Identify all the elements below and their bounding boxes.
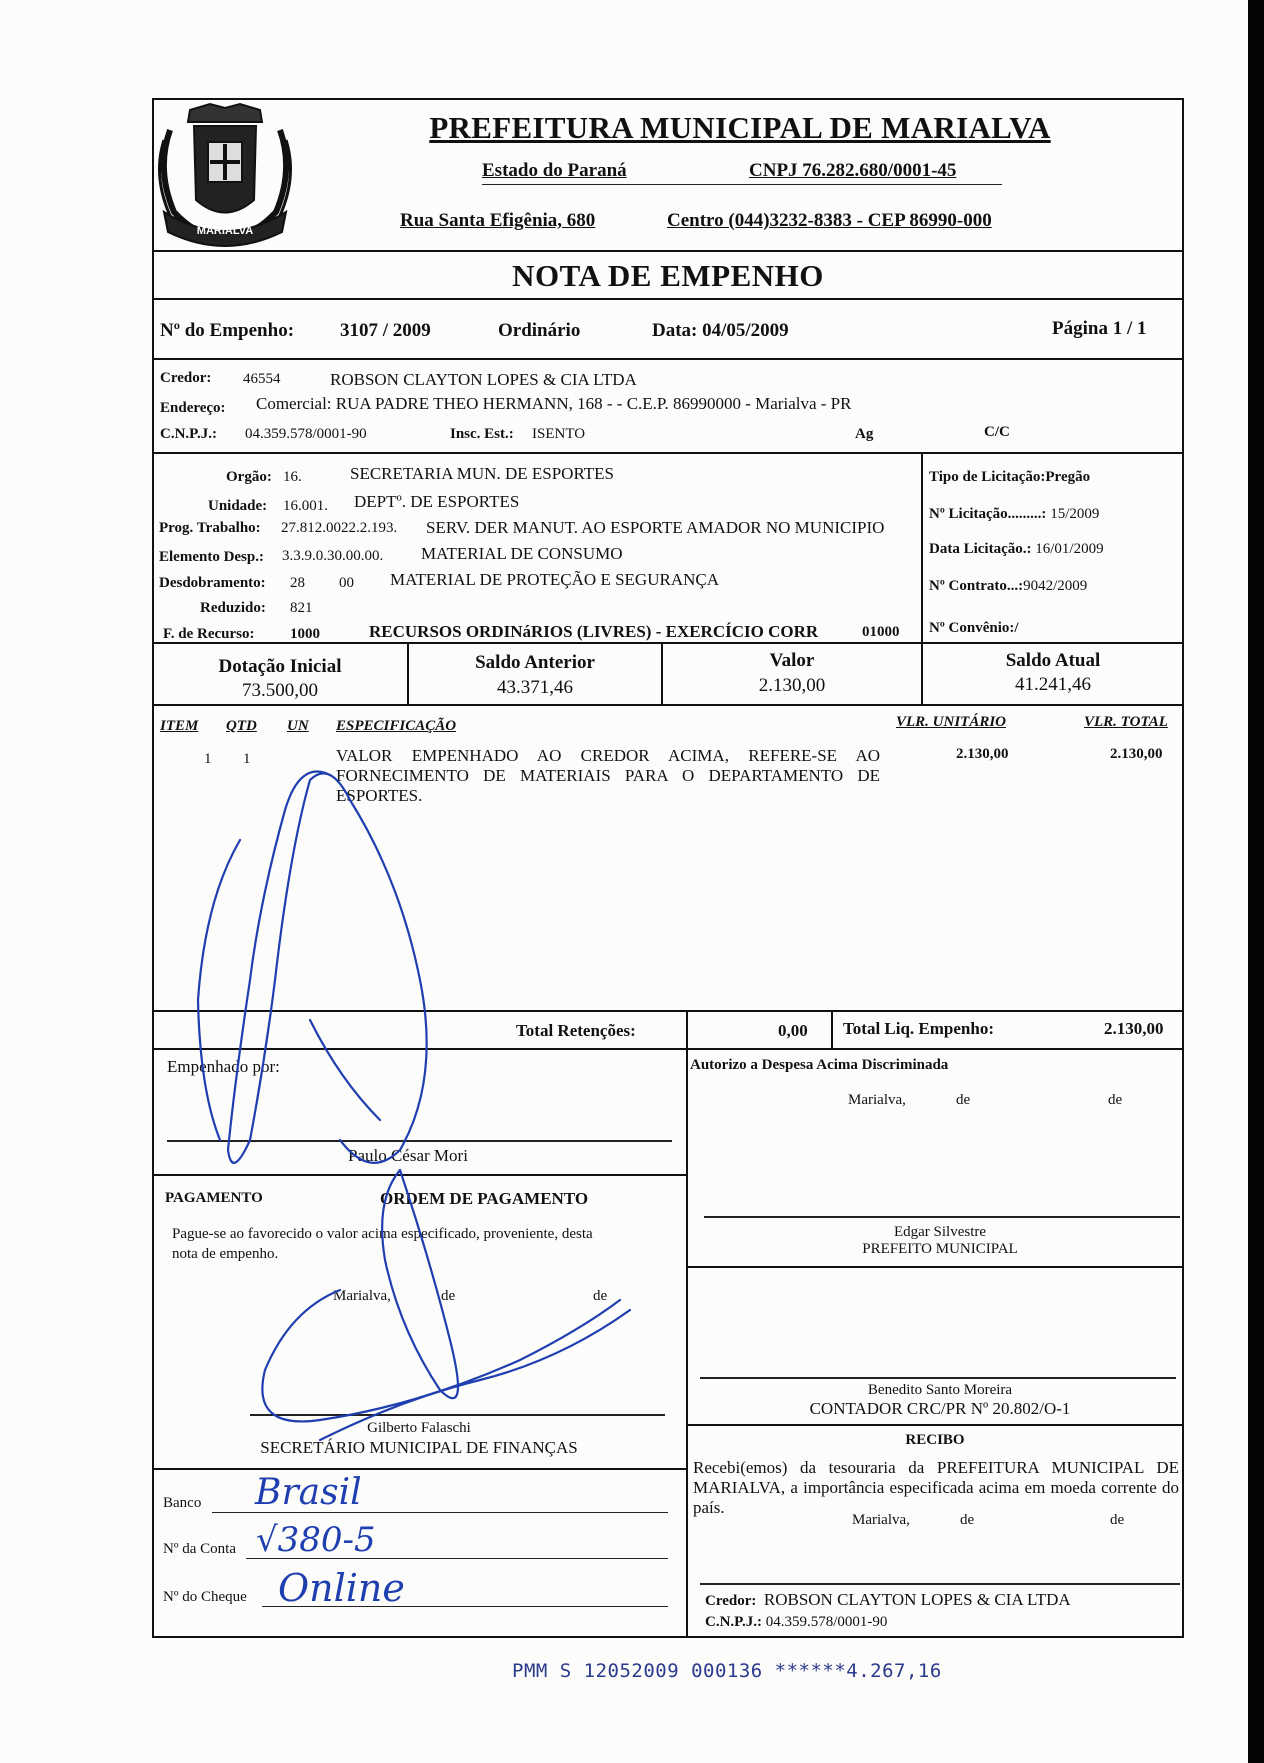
item-espec-line1: VALOR EMPENHADO AO CREDOR ACIMA, REFERE-SE AO <box>336 746 880 765</box>
empenhado-label: Empenhado por: <box>167 1057 280 1076</box>
credor-cnpj: 04.359.578/0001-90 <box>245 426 367 442</box>
signature-gilberto-flourish <box>320 1310 630 1440</box>
orgao: SECRETARIA MUN. DE ESPORTES <box>350 464 614 483</box>
empenho-numero-label: Nº do Empenho: <box>160 320 295 341</box>
credor-endereco: Comercial: RUA PADRE THEO HERMANN, 168 - - C.E.P. 86990000 - Marialva - PR <box>256 394 852 413</box>
saldo-anterior-value: 43.371,46 <box>497 677 573 698</box>
elemento-cod: 3.3.9.0.30.00.00. <box>282 548 384 564</box>
contrato-label: Nº Contrato...: <box>929 578 1024 594</box>
cheque-handwritten: Online <box>278 1566 405 1610</box>
cheque-label: Nº do Cheque <box>163 1589 247 1605</box>
credor-codigo: 46554 <box>243 371 281 387</box>
prog-label: Prog. Trabalho: <box>159 520 261 536</box>
unidade: DEPTº. DE ESPORTES <box>354 492 520 511</box>
reduzido-label: Reduzido: <box>200 600 266 616</box>
licitacao-numero-label: Nº Licitação.........: <box>929 506 1047 522</box>
item-vlr-total: 2.130,00 <box>1110 746 1163 762</box>
recurso-num: 01000 <box>862 624 900 640</box>
prefeito-cargo: PREFEITO MUNICIPAL <box>862 1241 1018 1257</box>
signature-gilberto-loop <box>382 1170 458 1398</box>
conta-label: Nº da Conta <box>163 1541 236 1557</box>
item-vlr-unit: 2.130,00 <box>956 746 1009 762</box>
doc-title: NOTA DE EMPENHO <box>512 258 824 293</box>
conta-handwritten: √380-5 <box>256 1520 376 1560</box>
autorizo-label: Autorizo a Despesa Acima Discriminada <box>690 1057 949 1073</box>
item-qtd: 1 <box>243 751 251 767</box>
credor-ag: Ag <box>855 426 874 442</box>
dotacao-inicial-label: Dotação Inicial <box>218 656 342 677</box>
item-espec-line2: FORNECIMENTO DE MATERIAIS PARA O DEPARTAMENTO DE <box>336 766 880 785</box>
credor-cc: C/C <box>984 424 1010 440</box>
empenho-numero: 3107 / 2009 <box>340 320 431 341</box>
endereco-label: Rua Santa Efigênia, 680 <box>400 210 596 231</box>
payment-stamp: PMM S 12052009 000136 ******4.267,16 <box>512 1660 942 1682</box>
contrato: 9042/2009 <box>1023 578 1088 594</box>
recibo-local: Marialva, <box>852 1512 910 1528</box>
recibo-de2: de <box>1110 1512 1125 1528</box>
recibo-texto-line2: MARIALVA, a importância especificada acima em moeda corrente do <box>693 1478 1179 1497</box>
ordem-pagamento-label: ORDEM DE PAGAMENTO <box>380 1189 589 1208</box>
pagamento-texto-line2: nota de empenho. <box>172 1246 279 1262</box>
secretario-cargo: SECRETÁRIO MUNICIPAL DE FINANÇAS <box>260 1438 578 1457</box>
unidade-cod: 16.001. <box>283 498 328 514</box>
recibo-texto-line3: país. <box>693 1498 725 1517</box>
empenho-tipo: Ordinário <box>498 320 581 341</box>
autorizo-local: Marialva, <box>848 1092 906 1108</box>
recurso-cod: 1000 <box>290 626 320 642</box>
convenio: Nº Convênio:/ <box>929 620 1019 636</box>
secretario-nome: Gilberto Falaschi <box>367 1420 471 1436</box>
recibo-credor: ROBSON CLAYTON LOPES & CIA LTDA <box>763 1590 1071 1609</box>
col-vlr-unit: VLR. UNITÁRIO <box>896 714 1007 730</box>
contador-cargo: CONTADOR CRC/PR Nº 20.802/O-1 <box>809 1399 1071 1418</box>
banco-label: Banco <box>163 1495 202 1511</box>
total-retencoes-label: Total Retenções: <box>516 1021 636 1040</box>
valor-label: Valor <box>769 650 815 671</box>
credor-insc: ISENTO <box>532 426 586 442</box>
banco-handwritten: Brasil <box>255 1472 362 1513</box>
desdob-cod1: 28 <box>290 575 305 591</box>
cnpj-label: CNPJ 76.282.680/0001-45 <box>749 160 957 181</box>
saldo-anterior-label: Saldo Anterior <box>475 652 595 673</box>
pagamento-de1: de <box>441 1288 456 1304</box>
contador-nome: Benedito Santo Moreira <box>867 1382 1013 1398</box>
desdob-cod2: 00 <box>339 575 354 591</box>
col-qtd: QTD <box>226 718 257 734</box>
credor-nome: ROBSON CLAYTON LOPES & CIA LTDA <box>330 370 637 389</box>
col-vlr-total: VLR. TOTAL <box>1084 714 1168 730</box>
empenhado-nome: Paulo César Mori <box>348 1146 468 1165</box>
recurso-label: F. de Recurso: <box>163 626 255 642</box>
elemento-label: Elemento Desp.: <box>159 549 264 565</box>
col-item: ITEM <box>160 718 199 734</box>
licitacao-tipo: Tipo de Licitação:Pregão <box>929 469 1091 485</box>
total-liquido-label: Total Liq. Empenho: <box>843 1019 994 1038</box>
prog: SERV. DER MANUT. AO ESPORTE AMADOR NO MUNICIPIO <box>426 518 885 537</box>
pagamento-texto-line1: Pague-se ao favorecido o valor acima especificado, proveniente, desta <box>172 1226 593 1242</box>
saldo-atual-label: Saldo Atual <box>1005 650 1101 671</box>
prog-cod: 27.812.0022.2.193. <box>281 520 398 536</box>
desdob: MATERIAL DE PROTEÇÃO E SEGURANÇA <box>390 570 719 589</box>
signature-paulo-tail <box>310 1020 380 1120</box>
logo-text: MARIALVA <box>196 225 254 237</box>
estado-label: Estado do Paraná <box>482 160 627 181</box>
prefeito-nome: Edgar Silvestre <box>893 1224 987 1240</box>
licitacao-numero: 15/2009 <box>1050 506 1100 522</box>
pagamento-label: PAGAMENTO <box>165 1190 263 1206</box>
total-liquido: 2.130,00 <box>1104 1019 1164 1038</box>
recibo-label: RECIBO <box>905 1432 965 1448</box>
reduzido: 821 <box>290 600 313 616</box>
signature-paulo <box>228 772 427 1163</box>
licitacao-data: 16/01/2009 <box>1035 541 1104 557</box>
recibo-credor-label: Credor: <box>705 1593 757 1609</box>
autorizo-de1: de <box>956 1092 971 1108</box>
pagamento-local: Marialva, <box>333 1288 391 1304</box>
col-un: UN <box>287 718 309 734</box>
item-number: 1 <box>204 751 212 767</box>
recibo-texto-line1: Recebi(emos) da tesouraria da PREFEITURA MUNICIPAL DE <box>693 1458 1179 1477</box>
credor-endereco-label: Endereço: <box>160 400 226 416</box>
orgao-cod: 16. <box>283 469 302 485</box>
licitacao-data-label: Data Licitação.: <box>929 541 1032 557</box>
empenho-pagina: Página 1 / 1 <box>1052 318 1147 339</box>
unidade-label: Unidade: <box>208 498 268 514</box>
valor-value: 2.130,00 <box>758 675 826 696</box>
saldo-atual-value: 41.241,46 <box>1015 674 1091 695</box>
page-title: PREFEITURA MUNICIPAL DE MARIALVA <box>429 110 1051 145</box>
recibo-de1: de <box>960 1512 975 1528</box>
recibo-cnpj-label: C.N.P.J.: <box>705 1614 762 1630</box>
desdob-label: Desdobramento: <box>159 575 266 591</box>
recibo-cnpj: 04.359.578/0001-90 <box>765 1614 888 1630</box>
recurso: RECURSOS ORDINáRIOS (LIVRES) - EXERCÍCIO CORR <box>369 622 819 641</box>
total-retencoes: 0,00 <box>778 1021 808 1040</box>
col-espec: ESPECIFICAÇÃO <box>336 718 457 734</box>
bairro-fone-label: Centro (044)3232-8383 - CEP 86990-000 <box>667 210 992 231</box>
pagamento-de2: de <box>593 1288 608 1304</box>
empenho-data: Data: 04/05/2009 <box>652 320 789 341</box>
item-espec-line3: ESPORTES. <box>336 786 423 805</box>
autorizo-de2: de <box>1108 1092 1123 1108</box>
elemento: MATERIAL DE CONSUMO <box>421 544 623 563</box>
orgao-label: Orgão: <box>226 469 272 485</box>
credor-insc-label: Insc. Est.: <box>450 426 514 442</box>
dotacao-inicial-value: 73.500,00 <box>242 680 318 701</box>
credor-label: Credor: <box>160 370 212 386</box>
credor-cnpj-label: C.N.P.J.: <box>160 426 217 442</box>
